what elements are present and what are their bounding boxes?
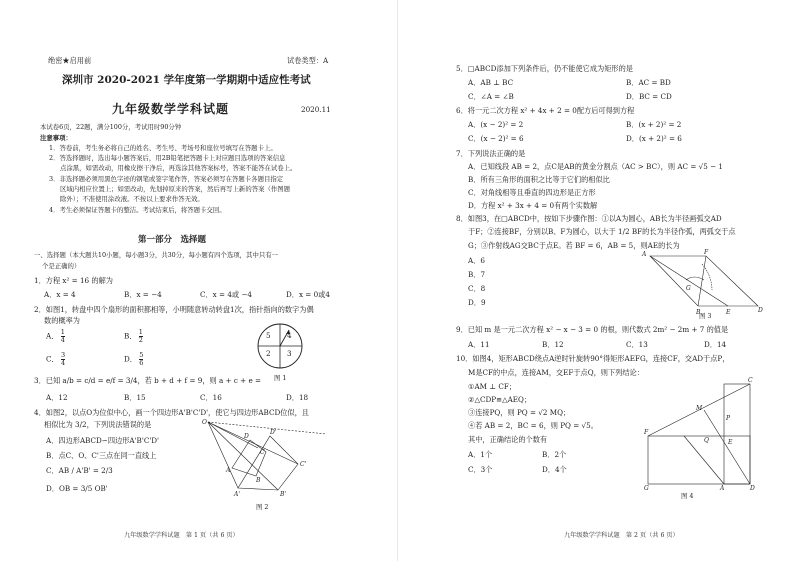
svg-text:Q: Q [704, 437, 709, 444]
svg-text:C: C [260, 449, 265, 456]
q10-option-b[interactable]: B．2个 [542, 450, 567, 459]
note-line: 4．考生必须保证答题卡的整洁。考试结束后，将答题卡交回。 [49, 206, 226, 214]
question-10: 10．如图4，矩形ABCD绕点A逆时针旋转90°得矩形AEFG，连接CF，交AD于点P， [456, 354, 730, 363]
q3-option-c[interactable]: C．16 [200, 393, 222, 402]
svg-text:E: E [726, 309, 731, 316]
q4-option-c[interactable]: C．AB / A'B' = 2/3 [46, 466, 113, 475]
q7-option-c[interactable]: C．对角线相等且垂直的四边形是正方形 [468, 188, 596, 197]
q1-option-d[interactable]: D．x = 0或4 [286, 290, 330, 299]
q8-option-a[interactable]: A．6 [468, 256, 485, 265]
question-8-cont: 于F；②连接BF，分别以B、F为圆心，以大于 1/2 BF的长为半径作弧，两弧交于点 [468, 227, 736, 236]
spinner-figure [256, 322, 304, 370]
q9-option-d[interactable]: D．14 [704, 340, 727, 349]
question-2: 2．如图1，转盘中四个扇形的面积都相等，小明随意转动转盘1次，指针指向的数字为偶 [34, 305, 314, 314]
fraction [61, 329, 65, 344]
q6-option-d[interactable]: D．(x + 2)² = 6 [626, 134, 682, 143]
note-line: 2．答选择题时，选出每小题答案后，用2B铅笔把答题卡上对应题目选项的答案信息 [49, 154, 286, 162]
q3-option-d[interactable]: D．18 [286, 393, 309, 402]
numerator: 5 [139, 351, 144, 359]
svg-text:F: F [644, 429, 649, 436]
question-5: 5．□ABCD添加下列条件后，仍不能使它成为矩形的是 [456, 64, 633, 73]
svg-text:O: O [202, 419, 207, 426]
q7-option-b[interactable]: B．所有三角形的面积之比等于它们的相似比 [468, 175, 610, 184]
svg-text:A: A [720, 485, 725, 492]
option-letter: D． [124, 354, 137, 364]
svg-text:B': B' [280, 491, 287, 498]
spinner-number: 2 [266, 349, 271, 358]
question-10-cont: M是CF的中点，连接AM，交EF于点Q，则下列结论： [468, 368, 644, 377]
q7-option-a[interactable]: A．已知线段 AB = 2，点C是AB的黄金分割点（AC > BC），则 AC = √5 − 1 [468, 162, 723, 171]
section1-instructions: 一、选择题（本大题共10小题，每小题3分，共30分，每小题有四个选项，其中只有一 [34, 251, 278, 259]
fraction [61, 352, 65, 367]
svg-text:B: B [256, 477, 261, 484]
q4-option-a[interactable]: A．四边形ABCD∽四边形A'B'C'D' [46, 436, 160, 445]
figure-4-caption: 图 4 [681, 492, 694, 500]
page-2 [397, 0, 794, 561]
q1-option-b[interactable]: B．x = −4 [124, 290, 162, 299]
q10-option-d[interactable]: D．4个 [542, 465, 567, 474]
q10-statement: ③连接PQ，则 PQ = √2 MQ； [468, 408, 571, 417]
q3-option-a[interactable]: A．12 [46, 393, 68, 402]
note-line: 区域内相应位置上；如需改动，先划掉原来的答案，然后再写上新的答案（作图题 [60, 185, 291, 193]
exam-type-label: 试卷类型：A [287, 56, 329, 65]
question-7: 7．下列说法正确的是 [456, 149, 526, 158]
section1-instructions-cont: 个是正确的） [42, 262, 81, 270]
subject-title: 九年级数学学科试题 [112, 102, 230, 116]
svg-text:A: A [642, 251, 647, 258]
notes-title: 注意事项： [40, 134, 72, 142]
q6-option-b[interactable]: B．(x + 2)² = 2 [626, 120, 682, 129]
question-6: 6．将一元二次方程 x² + 4x + 2 = 0配方后可得到方程 [456, 106, 635, 115]
question-4: 4．如图2，以点O为位似中心，画一个四边形A'B'C'D'，使它与四边形ABCD位似，且 [34, 408, 309, 417]
question-8-cont: G；③作射线AG交BC于点E。若 BF = 6，AB = 5，则AE的长为 [468, 241, 680, 250]
svg-text:P: P [726, 415, 731, 422]
figure-1-caption: 图 1 [274, 374, 287, 382]
svg-text:A': A' [234, 491, 240, 498]
question-9: 9．已知 m 是一元二次方程 x² − x − 3 = 0 的根，则代数式 2m² − 2m + 7 的值是 [456, 325, 729, 334]
q2-option-d[interactable] [124, 352, 143, 367]
question-4-cont: 相似比为 3/2，下列说法错误的是 [44, 420, 152, 429]
q1-option-a[interactable]: A．x = 4 [44, 290, 76, 299]
exam-info: 本试卷6页，22题，满分100分，考试用时90分钟 [40, 123, 182, 131]
option-letter: C． [46, 354, 59, 364]
option-letter: B． [124, 331, 137, 341]
q2-option-b[interactable] [124, 329, 143, 344]
figure-3-caption: 图 3 [699, 312, 712, 320]
q4-option-d[interactable]: D．OB = 3/5 OB' [46, 484, 108, 493]
q4-option-b[interactable]: B．点C、O、C'三点在同一直线上 [46, 451, 157, 460]
page-footer: 九年级数学学科试题 第 2 页（共 6 页） [564, 532, 679, 539]
q5-option-a[interactable]: A．AB ⊥ BC [468, 78, 514, 87]
q5-option-c[interactable]: C．∠A = ∠B [468, 92, 514, 101]
q9-option-b[interactable]: B．12 [542, 340, 564, 349]
homothety-figure [200, 418, 330, 500]
q2-option-a[interactable] [46, 329, 65, 344]
question-2-cont: 数的概率为 [44, 316, 80, 325]
svg-text:D': D' [270, 429, 277, 436]
part1-heading: 第一部分 选择题 [138, 235, 207, 245]
q8-option-d[interactable]: D．9 [468, 298, 486, 307]
denominator: 4 [60, 359, 66, 367]
q7-option-d[interactable]: D．方程 x² + 3x + 4 = 0有两个实数解 [468, 201, 598, 210]
fraction [139, 352, 143, 367]
svg-text:C: C [748, 377, 753, 384]
rectangle-rotation-figure [644, 377, 756, 492]
note-line: 1．答卷前，考生务必将自己的姓名、考生号、考场号和座位号填写在答题卡上。 [49, 144, 277, 152]
fraction [139, 329, 143, 344]
q8-option-b[interactable]: B．7 [468, 270, 486, 279]
q9-option-c[interactable]: C．13 [626, 340, 648, 349]
svg-text:D: D [244, 433, 249, 440]
secret-label: 绝密★启用前 [48, 56, 92, 65]
q6-option-c[interactable]: C．(x − 2)² = 6 [468, 134, 524, 143]
denominator: 2 [138, 336, 143, 344]
numerator: 1 [138, 328, 143, 336]
numerator: 3 [60, 351, 66, 359]
q2-option-c[interactable] [46, 352, 65, 367]
q9-option-a[interactable]: A．11 [468, 340, 490, 349]
svg-text:A: A [226, 467, 231, 474]
q5-option-b[interactable]: B．AC = BD [626, 78, 671, 87]
q3-option-b[interactable]: B．15 [124, 393, 146, 402]
svg-text:G: G [686, 285, 691, 292]
note-line: 3．非选择题必须用黑色字迹的钢笔或签字笔作答，答案必须写在答题卡各题目指定 [49, 175, 284, 183]
denominator: 6 [139, 359, 144, 367]
q8-option-c[interactable]: C．8 [468, 284, 486, 293]
question-10-prompt: 其中，正确结论的个数有 [468, 435, 548, 444]
svg-text:E: E [728, 439, 733, 446]
note-line: 除外）；不准使用涂改液。不按以上要求作答无效。 [60, 195, 204, 203]
spinner-number: 3 [287, 349, 292, 358]
note-line: 点涂黑，如需改动，用橡皮擦干净后，再选涂其他答案标号，答案不能答在试卷上。 [60, 164, 297, 172]
q5-option-d[interactable]: D．BC = CD [626, 92, 672, 101]
question-8: 8．如图3，在□ABCD中，按如下步骤作图：①以A为圆心，AB长为半径画弧交AD [456, 214, 722, 223]
svg-text:B: B [696, 309, 701, 316]
option-letter: A． [46, 331, 59, 341]
numerator: 1 [60, 328, 65, 336]
question-3: 3．已知 a/b = c/d = e/f = 3/4，若 b + d + f = 9，则 a + c + e = [34, 376, 262, 385]
denominator: 4 [60, 336, 65, 344]
svg-text:D: D [758, 307, 763, 314]
q6-option-a[interactable]: A．(x − 2)² = 2 [468, 120, 524, 129]
figure-2-caption: 图 2 [256, 503, 269, 511]
q10-statement: ④若 AB = 2，BC = 6，则 PQ = √5。 [468, 421, 598, 430]
exam-title: 深圳市 2020-2021 学年度第一学期期中适应性考试 [62, 74, 311, 86]
svg-text:G: G [644, 485, 649, 492]
svg-text:M: M [696, 405, 703, 412]
page-footer: 九年级数学学科试题 第 1 页（共 6 页） [124, 532, 239, 539]
q10-option-a[interactable]: A．1个 [468, 450, 493, 459]
svg-text:F: F [704, 249, 709, 256]
q10-statement: ②△CDP≌△AEQ； [468, 395, 532, 404]
spinner-number: 4 [287, 331, 292, 340]
q10-statement: ①AM ⊥ CF； [468, 382, 516, 391]
q10-option-c[interactable]: C．3个 [468, 465, 493, 474]
question-1: 1．方程 x² = 16 的解为 [34, 276, 113, 285]
exam-date: 2020.11 [301, 105, 331, 114]
q1-option-c[interactable]: C．x = 4或 −4 [200, 290, 252, 299]
svg-text:D: D [750, 485, 755, 492]
svg-text:C': C' [300, 461, 307, 468]
spinner-number: 5 [266, 331, 271, 340]
